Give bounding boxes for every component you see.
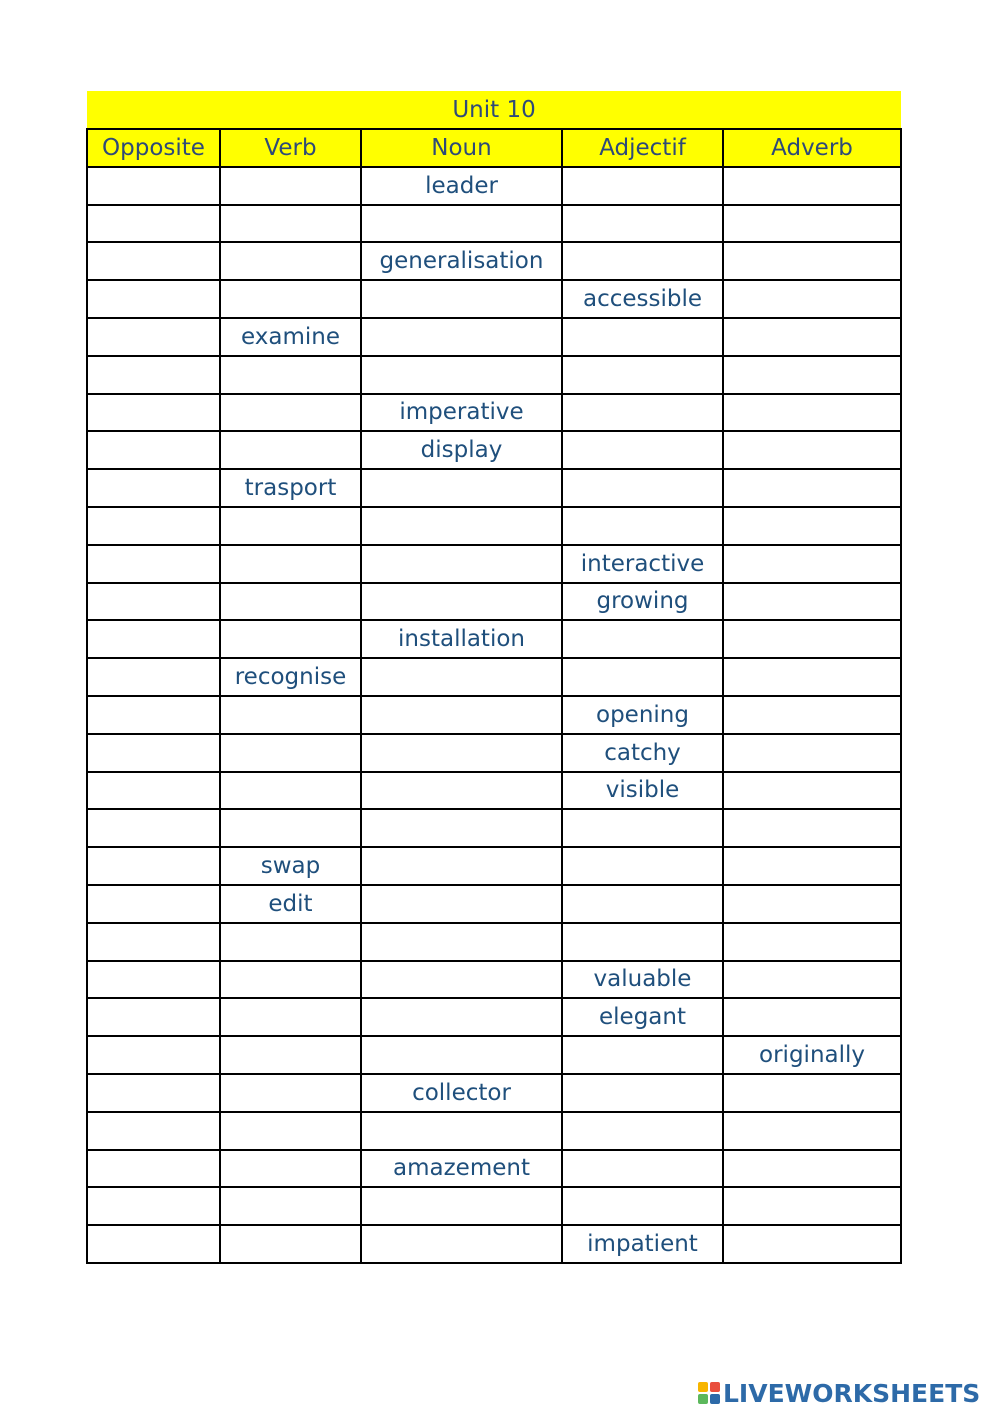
answer-cell-verb[interactable]	[220, 394, 361, 432]
answer-cell-adverb[interactable]	[723, 658, 901, 696]
table-row	[87, 772, 901, 810]
answer-cell-noun[interactable]	[361, 469, 562, 507]
answer-cell-adjectif[interactable]	[562, 318, 723, 356]
answer-cell-adjectif[interactable]	[562, 394, 723, 432]
word-cell-noun: collector	[361, 1074, 562, 1112]
answer-cell-opposite[interactable]	[87, 998, 220, 1036]
word-cell-noun: display	[361, 431, 562, 469]
answer-cell-opposite[interactable]	[87, 356, 220, 394]
answer-cell-adverb[interactable]	[723, 696, 901, 734]
answer-cell-verb[interactable]	[220, 696, 361, 734]
answer-cell-adjectif[interactable]	[562, 507, 723, 545]
answer-cell-opposite[interactable]	[87, 696, 220, 734]
table-row	[87, 620, 901, 658]
answer-cell-adverb[interactable]	[723, 545, 901, 583]
answer-cell-adverb[interactable]	[723, 356, 901, 394]
word-cell-adjectif: growing	[562, 583, 723, 621]
table-row	[87, 696, 901, 734]
answer-cell-noun[interactable]	[361, 809, 562, 847]
answer-cell-opposite[interactable]	[87, 620, 220, 658]
word-cell-noun: leader	[361, 167, 562, 205]
table-row	[87, 998, 901, 1036]
word-cell-verb: trasport	[220, 469, 361, 507]
liveworksheets-logo-icon	[697, 1381, 721, 1405]
answer-cell-opposite[interactable]	[87, 885, 220, 923]
answer-cell-noun[interactable]	[361, 280, 562, 318]
answer-cell-verb[interactable]	[220, 1036, 361, 1074]
table-row	[87, 885, 901, 923]
table-row	[87, 847, 901, 885]
answer-cell-verb[interactable]	[220, 772, 361, 810]
answer-cell-noun[interactable]	[361, 998, 562, 1036]
answer-cell-opposite[interactable]	[87, 1187, 220, 1225]
table-row	[87, 658, 901, 696]
answer-cell-verb[interactable]	[220, 620, 361, 658]
table-row	[87, 809, 901, 847]
answer-cell-opposite[interactable]	[87, 809, 220, 847]
table-row	[87, 923, 901, 961]
answer-cell-adverb[interactable]	[723, 847, 901, 885]
answer-cell-opposite[interactable]	[87, 658, 220, 696]
column-header-noun: Noun	[361, 129, 562, 167]
answer-cell-verb[interactable]	[220, 998, 361, 1036]
answer-cell-noun[interactable]	[361, 583, 562, 621]
answer-cell-adverb[interactable]	[723, 167, 901, 205]
answer-cell-verb[interactable]	[220, 1187, 361, 1225]
table-row	[87, 583, 901, 621]
answer-cell-opposite[interactable]	[87, 242, 220, 280]
worksheet-table	[86, 91, 902, 1264]
answer-cell-adjectif[interactable]	[562, 1074, 723, 1112]
answer-cell-opposite[interactable]	[87, 583, 220, 621]
table-row	[87, 431, 901, 469]
answer-cell-noun[interactable]	[361, 734, 562, 772]
answer-cell-adjectif[interactable]	[562, 469, 723, 507]
answer-cell-adverb[interactable]	[723, 507, 901, 545]
answer-cell-adverb[interactable]	[723, 734, 901, 772]
answer-cell-verb[interactable]	[220, 356, 361, 394]
answer-cell-adjectif[interactable]	[562, 242, 723, 280]
answer-cell-adverb[interactable]	[723, 923, 901, 961]
table-row	[87, 280, 901, 318]
table-row	[87, 1187, 901, 1225]
logo-text: LIVEWORKSHEETS	[723, 1378, 981, 1408]
answer-cell-opposite[interactable]	[87, 1225, 220, 1263]
answer-cell-adverb[interactable]	[723, 583, 901, 621]
answer-cell-noun[interactable]	[361, 356, 562, 394]
answer-cell-verb[interactable]	[220, 809, 361, 847]
answer-cell-verb[interactable]	[220, 1112, 361, 1150]
answer-cell-opposite[interactable]	[87, 1150, 220, 1188]
answer-cell-opposite[interactable]	[87, 545, 220, 583]
answer-cell-adverb[interactable]	[723, 772, 901, 810]
title-row	[87, 91, 901, 129]
answer-cell-adjectif[interactable]	[562, 1112, 723, 1150]
answer-cell-adjectif[interactable]	[562, 1187, 723, 1225]
table-row	[87, 961, 901, 999]
answer-cell-noun[interactable]	[361, 885, 562, 923]
word-cell-adjectif: opening	[562, 696, 723, 734]
answer-cell-adjectif[interactable]	[562, 431, 723, 469]
answer-cell-adjectif[interactable]	[562, 923, 723, 961]
answer-cell-adjectif[interactable]	[562, 356, 723, 394]
answer-cell-opposite[interactable]	[87, 1036, 220, 1074]
word-cell-adverb: originally	[723, 1036, 901, 1074]
answer-cell-opposite[interactable]	[87, 318, 220, 356]
answer-cell-noun[interactable]	[361, 1187, 562, 1225]
table-row	[87, 1074, 901, 1112]
answer-cell-noun[interactable]	[361, 1225, 562, 1263]
answer-cell-noun[interactable]	[361, 1036, 562, 1074]
column-header-adjectif: Adjectif	[562, 129, 723, 167]
answer-cell-verb[interactable]	[220, 280, 361, 318]
word-cell-adjectif: impatient	[562, 1225, 723, 1263]
liveworksheets-logo	[697, 1378, 980, 1408]
answer-cell-adjectif[interactable]	[562, 620, 723, 658]
table-row	[87, 1225, 901, 1263]
word-cell-adjectif: visible	[562, 772, 723, 810]
answer-cell-opposite[interactable]	[87, 205, 220, 243]
table-row	[87, 167, 901, 205]
answer-cell-opposite[interactable]	[87, 734, 220, 772]
answer-cell-adjectif[interactable]	[562, 809, 723, 847]
table-row	[87, 507, 901, 545]
answer-cell-opposite[interactable]	[87, 394, 220, 432]
table-row	[87, 469, 901, 507]
answer-cell-opposite[interactable]	[87, 167, 220, 205]
word-cell-adjectif: elegant	[562, 998, 723, 1036]
column-header-opposite: Opposite	[87, 129, 220, 167]
answer-cell-adverb[interactable]	[723, 318, 901, 356]
answer-cell-opposite[interactable]	[87, 923, 220, 961]
column-header-verb: Verb	[220, 129, 361, 167]
worksheet-title: Unit 10	[87, 91, 901, 129]
answer-cell-adverb[interactable]	[723, 961, 901, 999]
word-cell-verb: examine	[220, 318, 361, 356]
answer-cell-opposite[interactable]	[87, 469, 220, 507]
table-row	[87, 394, 901, 432]
word-cell-adjectif: accessible	[562, 280, 723, 318]
table-row	[87, 356, 901, 394]
word-cell-adjectif: interactive	[562, 545, 723, 583]
answer-cell-adjectif[interactable]	[562, 885, 723, 923]
table-body	[87, 167, 901, 1263]
answer-cell-noun[interactable]	[361, 205, 562, 243]
column-header-adverb: Adverb	[723, 129, 901, 167]
table-row	[87, 242, 901, 280]
word-cell-noun: amazement	[361, 1150, 562, 1188]
answer-cell-verb[interactable]	[220, 1150, 361, 1188]
table-row	[87, 205, 901, 243]
answer-cell-opposite[interactable]	[87, 431, 220, 469]
answer-cell-verb[interactable]	[220, 242, 361, 280]
answer-cell-verb[interactable]	[220, 1074, 361, 1112]
table-row	[87, 734, 901, 772]
answer-cell-adjectif[interactable]	[562, 205, 723, 243]
word-cell-adjectif: valuable	[562, 961, 723, 999]
answer-cell-noun[interactable]	[361, 847, 562, 885]
word-cell-noun: installation	[361, 620, 562, 658]
answer-cell-adjectif[interactable]	[562, 1036, 723, 1074]
answer-cell-adjectif[interactable]	[562, 167, 723, 205]
table-row	[87, 1150, 901, 1188]
answer-cell-adverb[interactable]	[723, 1187, 901, 1225]
answer-cell-opposite[interactable]	[87, 1074, 220, 1112]
answer-cell-noun[interactable]	[361, 961, 562, 999]
answer-cell-verb[interactable]	[220, 583, 361, 621]
answer-cell-verb[interactable]	[220, 167, 361, 205]
answer-cell-opposite[interactable]	[87, 847, 220, 885]
answer-cell-verb[interactable]	[220, 961, 361, 999]
answer-cell-opposite[interactable]	[87, 961, 220, 999]
answer-cell-verb[interactable]	[220, 431, 361, 469]
word-cell-verb: swap	[220, 847, 361, 885]
answer-cell-verb[interactable]	[220, 1225, 361, 1263]
answer-cell-adverb[interactable]	[723, 280, 901, 318]
table-row	[87, 1112, 901, 1150]
answer-cell-adverb[interactable]	[723, 431, 901, 469]
answer-cell-noun[interactable]	[361, 1112, 562, 1150]
answer-cell-adverb[interactable]	[723, 1225, 901, 1263]
answer-cell-noun[interactable]	[361, 696, 562, 734]
answer-cell-noun[interactable]	[361, 318, 562, 356]
answer-cell-noun[interactable]	[361, 507, 562, 545]
answer-cell-opposite[interactable]	[87, 772, 220, 810]
answer-cell-adverb[interactable]	[723, 809, 901, 847]
answer-cell-noun[interactable]	[361, 658, 562, 696]
answer-cell-noun[interactable]	[361, 772, 562, 810]
answer-cell-adverb[interactable]	[723, 242, 901, 280]
answer-cell-noun[interactable]	[361, 923, 562, 961]
answer-cell-verb[interactable]	[220, 734, 361, 772]
answer-cell-adverb[interactable]	[723, 1074, 901, 1112]
answer-cell-adverb[interactable]	[723, 1150, 901, 1188]
word-cell-verb: recognise	[220, 658, 361, 696]
answer-cell-opposite[interactable]	[87, 1112, 220, 1150]
answer-cell-verb[interactable]	[220, 507, 361, 545]
table-row	[87, 318, 901, 356]
answer-cell-adverb[interactable]	[723, 469, 901, 507]
answer-cell-adjectif[interactable]	[562, 847, 723, 885]
answer-cell-opposite[interactable]	[87, 507, 220, 545]
answer-cell-adverb[interactable]	[723, 205, 901, 243]
answer-cell-opposite[interactable]	[87, 280, 220, 318]
answer-cell-verb[interactable]	[220, 545, 361, 583]
word-cell-verb: edit	[220, 885, 361, 923]
table-row	[87, 1036, 901, 1074]
answer-cell-adverb[interactable]	[723, 620, 901, 658]
word-cell-noun: imperative	[361, 394, 562, 432]
answer-cell-adjectif[interactable]	[562, 1150, 723, 1188]
answer-cell-adverb[interactable]	[723, 885, 901, 923]
word-cell-noun: generalisation	[361, 242, 562, 280]
answer-cell-adjectif[interactable]	[562, 658, 723, 696]
answer-cell-noun[interactable]	[361, 545, 562, 583]
answer-cell-adverb[interactable]	[723, 1112, 901, 1150]
answer-cell-adverb[interactable]	[723, 998, 901, 1036]
answer-cell-verb[interactable]	[220, 205, 361, 243]
table-row	[87, 545, 901, 583]
word-cell-adjectif: catchy	[562, 734, 723, 772]
answer-cell-adverb[interactable]	[723, 394, 901, 432]
column-header-row	[87, 129, 901, 167]
answer-cell-verb[interactable]	[220, 923, 361, 961]
